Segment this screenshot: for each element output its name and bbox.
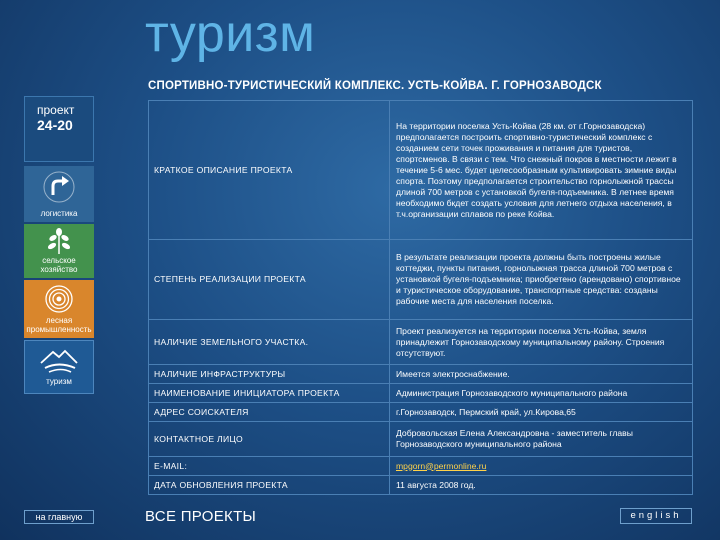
row-value: г.Горнозаводск, Пермский край, ул.Кирова,65 — [390, 403, 693, 422]
english-button[interactable]: english — [620, 508, 692, 524]
table-row — [149, 240, 693, 320]
category-agriculture[interactable] — [24, 224, 94, 278]
row-value: Проект реализуется на территории поселка Усть-Койва, земля принадлежит Горнозаводскому муниципальному району. Строения отсутствуют. — [390, 320, 693, 365]
table-row — [149, 403, 693, 422]
email-link[interactable]: mpgorn@permonline.ru — [396, 460, 487, 471]
project-number-box — [24, 96, 94, 162]
row-key: НАЛИЧИЕ ЗЕМЕЛЬНОГО УЧАСТКА. — [149, 320, 390, 365]
row-value — [390, 457, 693, 476]
table-row — [149, 422, 693, 457]
project-info-table — [148, 100, 693, 495]
project-subtitle: СПОРТИВНО-ТУРИСТИЧЕСКИЙ КОМПЛЕКС. УСТЬ-КОЙВА. Г. ГОРНОЗАВОДСК — [148, 80, 602, 92]
table-row — [149, 101, 693, 240]
table-row — [149, 320, 693, 365]
category-logistics[interactable] — [24, 166, 94, 222]
row-key: НАИМЕНОВАНИЕ ИНИЦИАТОРА ПРОЕКТА — [149, 384, 390, 403]
row-key: НАЛИЧИЕ ИНФРАСТРУКТУРЫ — [149, 365, 390, 384]
row-key: СТЕПЕНЬ РЕАЛИЗАЦИИ ПРОЕКТА — [149, 240, 390, 320]
row-value: Администрация Горнозаводского муниципального района — [390, 384, 693, 403]
category-label: туризм — [46, 377, 72, 386]
mountain-icon — [37, 345, 81, 375]
row-key: ДАТА ОБНОВЛЕНИЯ ПРОЕКТА — [149, 476, 390, 495]
home-button[interactable]: на главную — [24, 510, 94, 524]
page-title: туризм — [145, 5, 316, 63]
row-key: КРАТКОЕ ОПИСАНИЕ ПРОЕКТА — [149, 101, 390, 240]
all-projects-link[interactable]: ВСЕ ПРОЕКТЫ — [145, 508, 257, 525]
category-label: логистика — [40, 209, 78, 218]
row-value: В результате реализации проекта должны быть построены жилые коттеджи, пункты питания, горнолыжная трасса длиной 700 метров с установкой бугеля-подъемника; приобретено (арендовано) спортивное и туристическое оборудование, транспортные средства: созданы рабочие места для населения поселка. — [390, 240, 693, 320]
row-key: E-MAIL: — [149, 457, 390, 476]
arrow-turn-icon — [42, 171, 76, 203]
table-row — [149, 476, 693, 495]
table-row — [149, 384, 693, 403]
category-label: сельское хозяйство — [40, 256, 78, 274]
sprout-icon — [42, 227, 76, 255]
row-value: Имеется электроснабжение. — [390, 365, 693, 384]
row-value: 11 августа 2008 год. — [390, 476, 693, 495]
sidebar — [24, 96, 94, 394]
category-label: лесная промышленность — [26, 316, 92, 334]
category-tourism[interactable] — [24, 340, 94, 394]
row-key: АДРЕС СОИСКАТЕЛЯ — [149, 403, 390, 422]
row-value: На территории поселка Усть-Койва (28 км. от г.Горнозаводска) предполагается построить спортивно-туристический комплекс с созданием сети точек проживания и питания для туристов, спортсменов. В связи с тем. Что снежный покров в местности лежит в течение 5-6 мес. будет целесообразным культивировать зимние виды спорта. Поэтому предполагается строительство горнолыжной трассы длиной 700 метров с установкой бугеля-подъемника. В летнее время необходимо бкдет создать условия для летнего отдыха населения, в т.ч.организации сплавов по реке Койва. — [390, 101, 693, 240]
category-forestry[interactable] — [24, 280, 94, 338]
row-key: КОНТАКТНОЕ ЛИЦО — [149, 422, 390, 457]
tree-rings-icon — [42, 284, 76, 314]
table-row — [149, 365, 693, 384]
row-value: Добровольская Елена Александровна - заместитель главы Горнозаводского муниципального района — [390, 422, 693, 457]
table-row — [149, 457, 693, 476]
project-label: проект — [37, 103, 75, 117]
project-number: 24-20 — [37, 117, 73, 133]
